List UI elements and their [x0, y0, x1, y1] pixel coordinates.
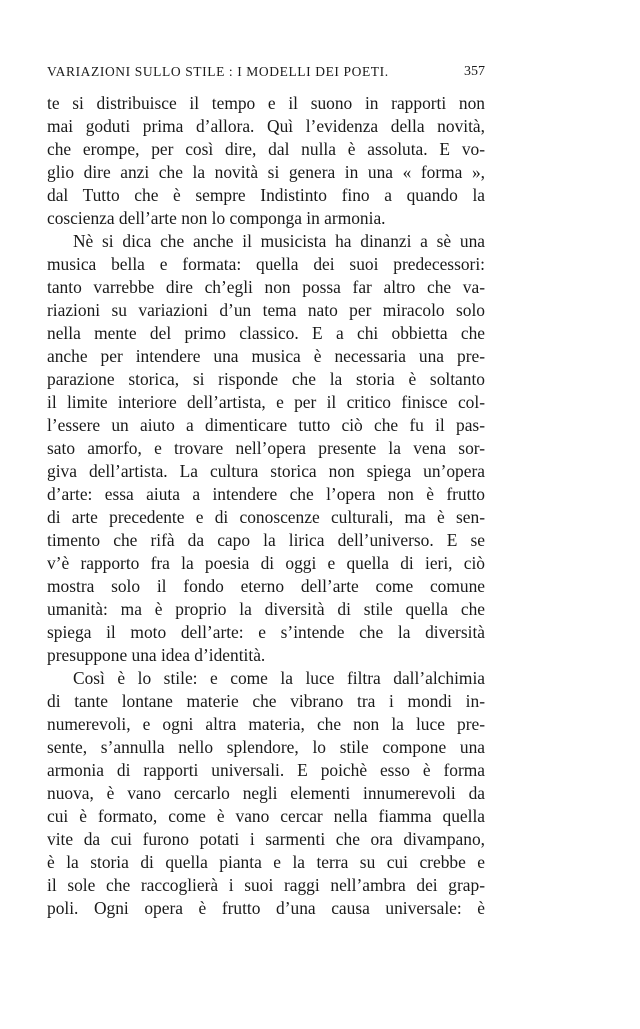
text-line: armonia di rapporti universali. E poichè esso è forma: [47, 760, 485, 780]
text-line: nuova, è vano cercarlo negli elementi innumerevoli da: [47, 783, 485, 803]
text-line: umanità: ma è proprio la diversità di stile quella che: [47, 599, 485, 619]
text-line: numerevoli, e ogni altra materia, che non la luce pre-: [47, 714, 485, 734]
text-line: giva dell’artista. La cultura storica non spiega un’opera: [47, 461, 485, 481]
text-line: il sole che raccoglierà i suoi raggi nell’ambra dei grap-: [47, 875, 485, 895]
text-line: coscienza dell’arte non lo componga in armonia.: [47, 208, 386, 228]
text-line: tanto varrebbe dire ch’egli non possa far altro che va-: [47, 277, 485, 297]
body-text: [47, 92, 485, 920]
text-line: vite da cui furono potati i sarmenti che ora divampano,: [47, 829, 485, 849]
text-line: di arte precedente e di conoscenze culturali, ma è sen-: [47, 507, 485, 527]
text-line: te si distribuisce il tempo e il suono in rapporti non: [47, 93, 485, 113]
text-line: sente, s’annulla nello splendore, lo stile compone una: [47, 737, 485, 757]
text-line: il limite interiore dell’artista, e per il critico finisce col-: [47, 392, 485, 412]
text-line: timento che rifà da capo la lirica dell’universo. E se: [47, 530, 485, 550]
text-line: mai goduti prima d’allora. Quì l’evidenza della novità,: [47, 116, 485, 136]
text-line: l’essere un aiuto a dimenticare tutto ciò che fu il pas-: [47, 415, 485, 435]
text-line: dal Tutto che è sempre Indistinto fino a quando la: [47, 185, 485, 205]
page-number: 357: [464, 64, 485, 79]
page-header: [47, 64, 485, 86]
text-line: mostra solo il fondo eterno dell’arte come comune: [47, 576, 485, 596]
text-line: di tante lontane materie che vibrano tra i mondi in-: [47, 691, 485, 711]
text-line: nella mente del primo classico. E a chi obbietta che: [47, 323, 485, 343]
text-line: presuppone una idea d’identità.: [47, 645, 266, 665]
text-line: musica bella e formata: quella dei suoi predecessori:: [47, 254, 485, 274]
text-line: cui è formato, come è vano cercar nella fiamma quella: [47, 806, 485, 826]
text-line: poli. Ogni opera è frutto d’una causa universale: è: [47, 898, 485, 918]
text-line: spiega il moto dell’arte: e s’intende che la diversità: [47, 622, 485, 642]
text-line: d’arte: essa aiuta a intendere che l’opera non è frutto: [47, 484, 485, 504]
paragraph-start-line: Nè si dica che anche il musicista ha dinanzi a sè una: [73, 231, 485, 251]
text-line: sato amorfo, e trovare nell’opera presente la vena sor-: [47, 438, 485, 458]
text-line: parazione storica, si risponde che la storia è soltanto: [47, 369, 485, 389]
text-line: è la storia di quella pianta e la terra su cui crebbe e: [47, 852, 485, 872]
text-line: riazioni su variazioni d’un tema nato per miracolo solo: [47, 300, 485, 320]
running-head: VARIAZIONI SULLO STILE : I MODELLI DEI POETI.: [47, 64, 389, 79]
text-line: che erompe, per così dire, dal nulla è assoluta. E vo-: [47, 139, 485, 159]
text-line: glio dire anzi che la novità si genera in una « forma »,: [47, 162, 485, 182]
paragraph-start-line: Così è lo stile: e come la luce filtra dall’alchimia: [73, 668, 485, 688]
text-line: anche per intendere una musica è necessaria una pre-: [47, 346, 485, 366]
text-line: v’è rapporto fra la poesia di oggi e quella di ieri, ciò: [47, 553, 485, 573]
